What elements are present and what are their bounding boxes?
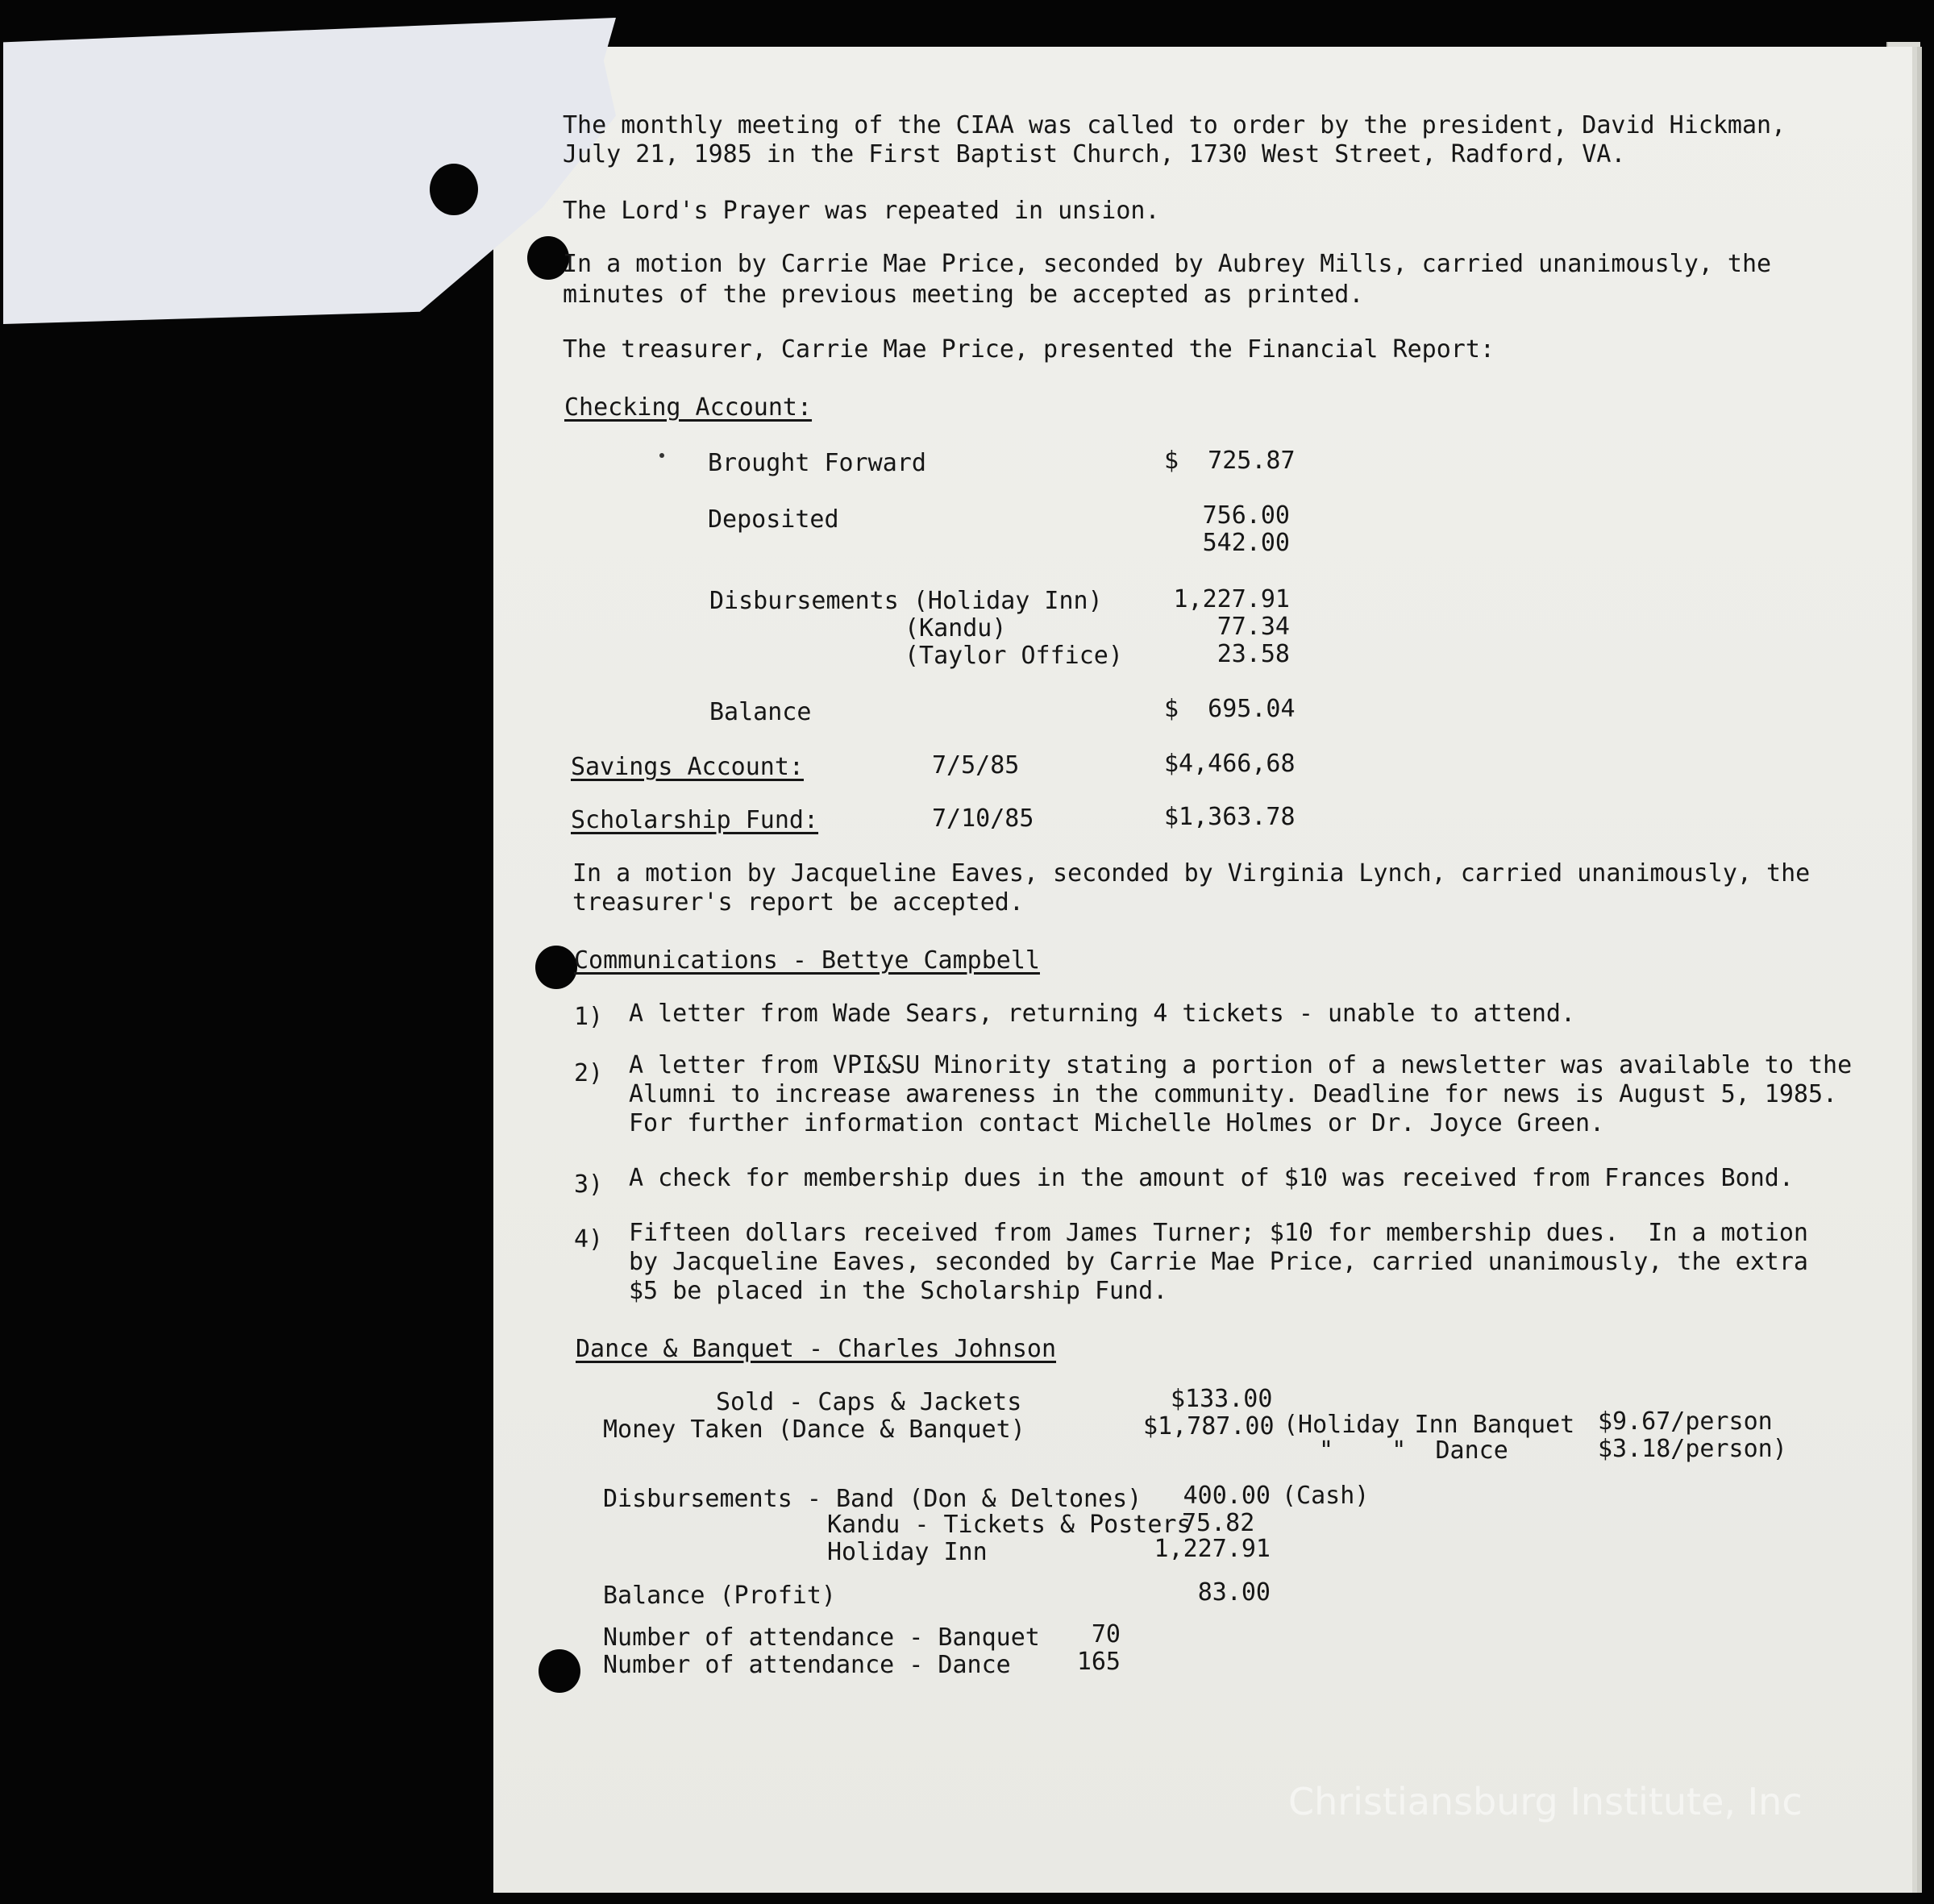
holiday-inn-banquet-note: (Holiday Inn Banquet — [1283, 1411, 1575, 1439]
comm-item-1-num: 1) — [574, 1003, 604, 1031]
comm-item-4-line-3: $5 be placed in the Scholarship Fund. — [629, 1277, 1168, 1305]
brought-forward-value: $ 725.87 — [1164, 447, 1296, 475]
attendance-dance-value: 165 — [1076, 1648, 1121, 1676]
deposited-label: Deposited — [708, 505, 839, 534]
comm-item-2-line-3: For further information contact Michelle Holmes or Dr. Joyce Green. — [629, 1109, 1605, 1137]
money-taken-label: Money Taken (Dance & Banquet) — [603, 1416, 1025, 1444]
savings-value: $4,466,68 — [1164, 750, 1296, 778]
per-person-banquet: $9.67/person — [1598, 1407, 1773, 1436]
scholarship-date: 7/10/85 — [932, 804, 1034, 833]
dance-disb-band-value: 400.00 — [1183, 1482, 1271, 1510]
money-taken-value: $1,787.00 — [1143, 1412, 1275, 1440]
disbursement-value-2: 77.34 — [1217, 613, 1290, 641]
comm-item-4-num: 4) — [574, 1225, 604, 1253]
intro-line-2: July 21, 1985 in the First Baptist Church, 1730 West Street, Radford, VA. — [563, 140, 1626, 168]
holiday-inn-dance-note: " " Dance — [1319, 1436, 1508, 1465]
comm-item-1-line-1: A letter from Wade Sears, returning 4 tickets - unable to attend. — [629, 1000, 1575, 1028]
disbursements-taylor: (Taylor Office) — [905, 642, 1123, 670]
checking-balance-label: Balance — [709, 698, 812, 726]
minutes-motion-line-1: In a motion by Carrie Mae Price, seconded by Aubrey Mills, carried unanimously, the — [563, 250, 1772, 278]
disbursements-kandu: (Kandu) — [905, 614, 1007, 642]
attendance-banquet-label: Number of attendance - Banquet — [603, 1623, 1040, 1652]
deposited-value-1: 756.00 — [1202, 501, 1290, 530]
comm-item-4-line-1: Fifteen dollars received from James Turner; $10 for membership dues. In a motion — [629, 1219, 1808, 1247]
dance-balance-label: Balance (Profit) — [603, 1582, 836, 1610]
sold-value: $133.00 — [1171, 1385, 1273, 1413]
dance-heading: Dance & Banquet - Charles Johnson — [576, 1335, 1057, 1363]
disbursements-label: Disbursements (Holiday Inn) — [709, 587, 1103, 615]
punch-hole-2 — [535, 946, 577, 989]
dance-disb-kandu-label: Kandu - Tickets & Posters — [827, 1511, 1192, 1539]
savings-label: Savings Account: — [571, 753, 804, 781]
comm-item-2-num: 2) — [574, 1059, 604, 1087]
scholarship-label: Scholarship Fund: — [571, 806, 819, 834]
comm-item-3-num: 3) — [574, 1170, 604, 1199]
dance-balance-value: 83.00 — [1197, 1578, 1271, 1607]
intro-line-1: The monthly meeting of the CIAA was called to order by the president, David Hickman, — [563, 111, 1786, 139]
comm-item-2-line-1: A letter from VPI&SU Minority stating a portion of a newsletter was available to the — [629, 1051, 1853, 1079]
disbursement-value-3: 23.58 — [1217, 640, 1290, 668]
treasurer-line: The treasurer, Carrie Mae Price, presented the Financial Report: — [563, 335, 1495, 364]
dance-disb-band-note: (Cash) — [1282, 1482, 1370, 1510]
comm-item-2-line-2: Alumni to increase awareness in the community. Deadline for news is August 5, 1985. — [629, 1080, 1838, 1108]
pen-mark — [659, 453, 664, 458]
tag-punch-hole — [430, 164, 478, 215]
savings-date: 7/5/85 — [932, 751, 1020, 779]
deposited-value-2: 542.00 — [1202, 529, 1290, 557]
checking-heading: Checking Account: — [564, 393, 813, 422]
report-motion-line-2: treasurer's report be accepted. — [572, 888, 1024, 917]
attendance-banquet-value: 70 — [1091, 1620, 1121, 1648]
watermark: Christiansburg Institute, Inc — [1288, 1780, 1803, 1823]
comm-item-4-line-2: by Jacqueline Eaves, seconded by Carrie Mae Price, carried unanimously, the extra — [629, 1248, 1808, 1276]
sold-label: Sold - Caps & Jackets — [716, 1388, 1022, 1416]
prayer-line: The Lord's Prayer was repeated in unsion. — [563, 197, 1160, 225]
dance-disb-kandu-value: 75.82 — [1182, 1509, 1255, 1537]
report-motion-line-1: In a motion by Jacqueline Eaves, seconded by Virginia Lynch, carried unanimously, the — [572, 859, 1811, 888]
minutes-motion-line-2: minutes of the previous meeting be accepted as printed. — [563, 281, 1364, 309]
brought-forward-label: Brought Forward — [708, 449, 926, 477]
checking-balance-value: $ 695.04 — [1164, 695, 1296, 723]
comm-item-3-line-1: A check for membership dues in the amount of $10 was received from Frances Bond. — [629, 1164, 1794, 1192]
dance-disb-holiday-value: 1,227.91 — [1154, 1535, 1271, 1563]
per-person-dance: $3.18/person) — [1598, 1435, 1787, 1463]
scholarship-value: $1,363.78 — [1164, 803, 1296, 831]
dance-disb-band-label: Disbursements - Band (Don & Deltones) — [603, 1485, 1142, 1513]
punch-hole-3 — [539, 1649, 580, 1693]
disbursement-value-1: 1,227.91 — [1173, 585, 1290, 613]
dance-disb-holiday-label: Holiday Inn — [827, 1538, 988, 1566]
attendance-dance-label: Number of attendance - Dance — [603, 1651, 1011, 1679]
communications-heading: Communications - Bettye Campbell — [574, 946, 1040, 975]
